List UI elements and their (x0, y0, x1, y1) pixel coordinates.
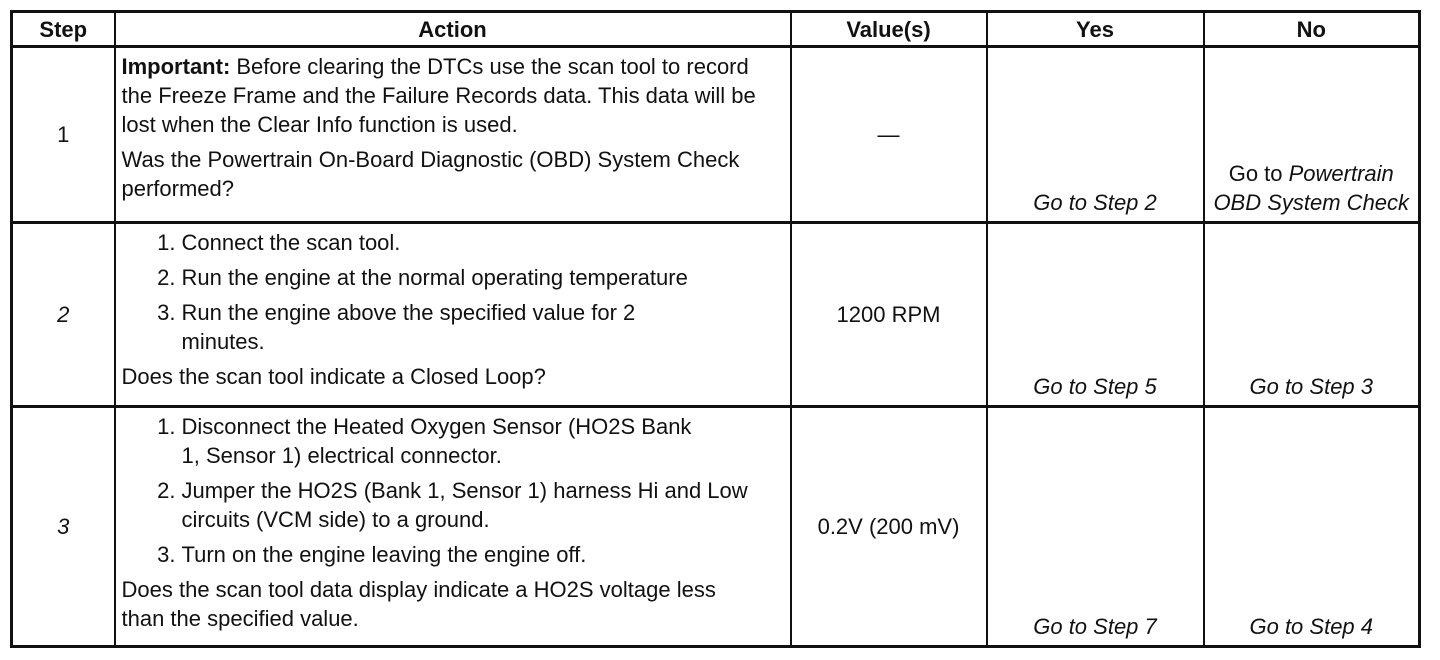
yes-cell: Go to Step 5 (987, 223, 1204, 407)
step-num: 3. (157, 542, 176, 567)
action-steps (122, 412, 784, 569)
important-note (122, 52, 784, 139)
header-step: Step (12, 12, 115, 47)
step-num: 2. (157, 265, 176, 290)
yes-cell: Go to Step 2 (987, 47, 1204, 223)
step-number: 3 (12, 407, 115, 647)
action-step (122, 298, 784, 356)
header-values: Value(s) (791, 12, 987, 47)
step-num: 1. (157, 414, 176, 439)
action-step (122, 540, 784, 569)
step-num: 1. (157, 230, 176, 255)
value-cell: 1200 RPM (791, 223, 987, 407)
no-link: Powertrain OBD System Check (1213, 161, 1410, 215)
value-cell: 0.2V (200 mV) (791, 407, 987, 647)
action-question: Does the scan tool indicate a Closed Loop? (121, 364, 546, 389)
step-text: Jumper the HO2S (Bank 1, Sensor 1) harness Hi and Low circuits (VCM side) to a ground. (181, 478, 748, 532)
action-question: Was the Powertrain On-Board Diagnostic (OBD) System Check performed? (121, 147, 740, 201)
action-cell (115, 223, 791, 407)
action-step (122, 412, 784, 470)
step-text: Turn on the engine leaving the engine off. (181, 542, 587, 567)
step-text: Disconnect the Heated Oxygen Sensor (HO2S Bank 1, Sensor 1) electrical connector. (181, 414, 692, 468)
step-number: 2 (12, 223, 115, 407)
action-step (122, 476, 784, 534)
action-cell (115, 47, 791, 223)
step-text: Connect the scan tool. (181, 230, 401, 255)
table-row (12, 47, 1420, 223)
step-text: Run the engine above the specified value for 2 minutes. (181, 300, 636, 354)
step-text: Run the engine at the normal operating temperature (181, 265, 688, 290)
table-row (12, 407, 1420, 647)
no-prefix: Go to (1228, 161, 1289, 186)
header-yes: Yes (987, 12, 1204, 47)
no-cell: Go to Step 4 (1204, 407, 1420, 647)
header-action: Action (115, 12, 791, 47)
step-num: 3. (157, 300, 176, 325)
no-cell (1204, 47, 1420, 223)
yes-cell: Go to Step 7 (987, 407, 1204, 647)
header-row (12, 12, 1420, 47)
action-step (122, 263, 784, 292)
step-number: 1 (12, 47, 115, 223)
value-cell: — (791, 47, 987, 223)
action-steps (122, 228, 784, 356)
action-question: Does the scan tool data display indicate a HO2S voltage less than the specified value. (121, 577, 716, 631)
step-num: 2. (157, 478, 176, 503)
diagnostic-table (10, 10, 1421, 648)
important-text: Before clearing the DTCs use the scan tool to record the Freeze Frame and the Failure Records data. This data will be lost when the Clear Info function is used. (121, 54, 756, 137)
action-step (122, 228, 784, 257)
table-row (12, 223, 1420, 407)
action-cell (115, 407, 791, 647)
header-no: No (1204, 12, 1420, 47)
important-label: Important: (121, 54, 231, 79)
no-cell: Go to Step 3 (1204, 223, 1420, 407)
